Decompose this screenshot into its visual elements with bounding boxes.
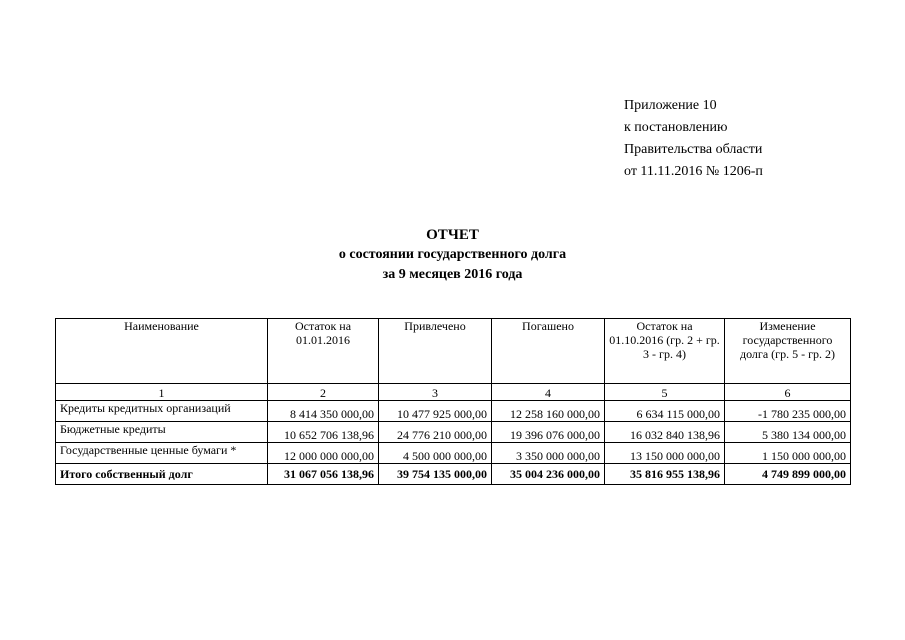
total-repaid: 35 004 236 000,00 [492, 464, 605, 485]
column-number: 1 [56, 384, 268, 401]
header-name: Наименование [56, 319, 268, 384]
cell-repaid: 19 396 076 000,00 [492, 422, 605, 443]
report-title [0, 225, 905, 285]
cell-balance-end: 16 032 840 138,96 [605, 422, 725, 443]
table-row [56, 422, 851, 443]
appendix-line-2: к постановлению [624, 120, 728, 135]
total-change: 4 749 899 000,00 [725, 464, 851, 485]
total-balance-end: 35 816 955 138,96 [605, 464, 725, 485]
title-line-2: о состоянии государственного долга [338, 247, 567, 262]
debt-report-table [55, 318, 851, 485]
cell-balance-start: 12 000 000 000,00 [268, 443, 379, 464]
header-repaid: Погашено [492, 319, 605, 384]
total-name: Итого собственный долг [56, 464, 268, 485]
column-number: 4 [492, 384, 605, 401]
cell-balance-end: 6 634 115 000,00 [605, 401, 725, 422]
cell-balance-start: 10 652 706 138,96 [268, 422, 379, 443]
header-attracted: Привлечено [379, 319, 492, 384]
cell-change: 5 380 134 000,00 [725, 422, 851, 443]
cell-change: -1 780 235 000,00 [725, 401, 851, 422]
table-row [56, 401, 851, 422]
column-number: 2 [268, 384, 379, 401]
cell-balance-end: 13 150 000 000,00 [605, 443, 725, 464]
header-change: Изменение государственного долга (гр. 5 - гр. 2) [725, 319, 851, 384]
row-name: Кредиты кредитных организаций [56, 401, 268, 422]
table-row [56, 443, 851, 464]
total-attracted: 39 754 135 000,00 [379, 464, 492, 485]
cell-attracted: 10 477 925 000,00 [379, 401, 492, 422]
cell-balance-start: 8 414 350 000,00 [268, 401, 379, 422]
title-line-1: ОТЧЕТ [426, 227, 479, 243]
appendix-line-1: Приложение 10 [624, 98, 717, 113]
appendix-reference [624, 95, 763, 183]
cell-repaid: 12 258 160 000,00 [492, 401, 605, 422]
title-line-3: за 9 месяцев 2016 года [382, 267, 523, 282]
header-balance-start: Остаток на 01.01.2016 [268, 319, 379, 384]
column-number: 3 [379, 384, 492, 401]
total-row [56, 464, 851, 485]
total-balance-start: 31 067 056 138,96 [268, 464, 379, 485]
cell-repaid: 3 350 000 000,00 [492, 443, 605, 464]
table-header-row [56, 319, 851, 384]
cell-attracted: 24 776 210 000,00 [379, 422, 492, 443]
appendix-line-4: от 11.11.2016 № 1206-п [624, 164, 763, 179]
appendix-line-3: Правительства области [624, 142, 763, 157]
header-balance-end: Остаток на 01.10.2016 (гр. 2 + гр. 3 - гр. 4) [605, 319, 725, 384]
cell-attracted: 4 500 000 000,00 [379, 443, 492, 464]
row-name: Государственные ценные бумаги * [56, 443, 268, 464]
column-number: 6 [725, 384, 851, 401]
row-name: Бюджетные кредиты [56, 422, 268, 443]
cell-change: 1 150 000 000,00 [725, 443, 851, 464]
column-number: 5 [605, 384, 725, 401]
column-number-row [56, 384, 851, 401]
